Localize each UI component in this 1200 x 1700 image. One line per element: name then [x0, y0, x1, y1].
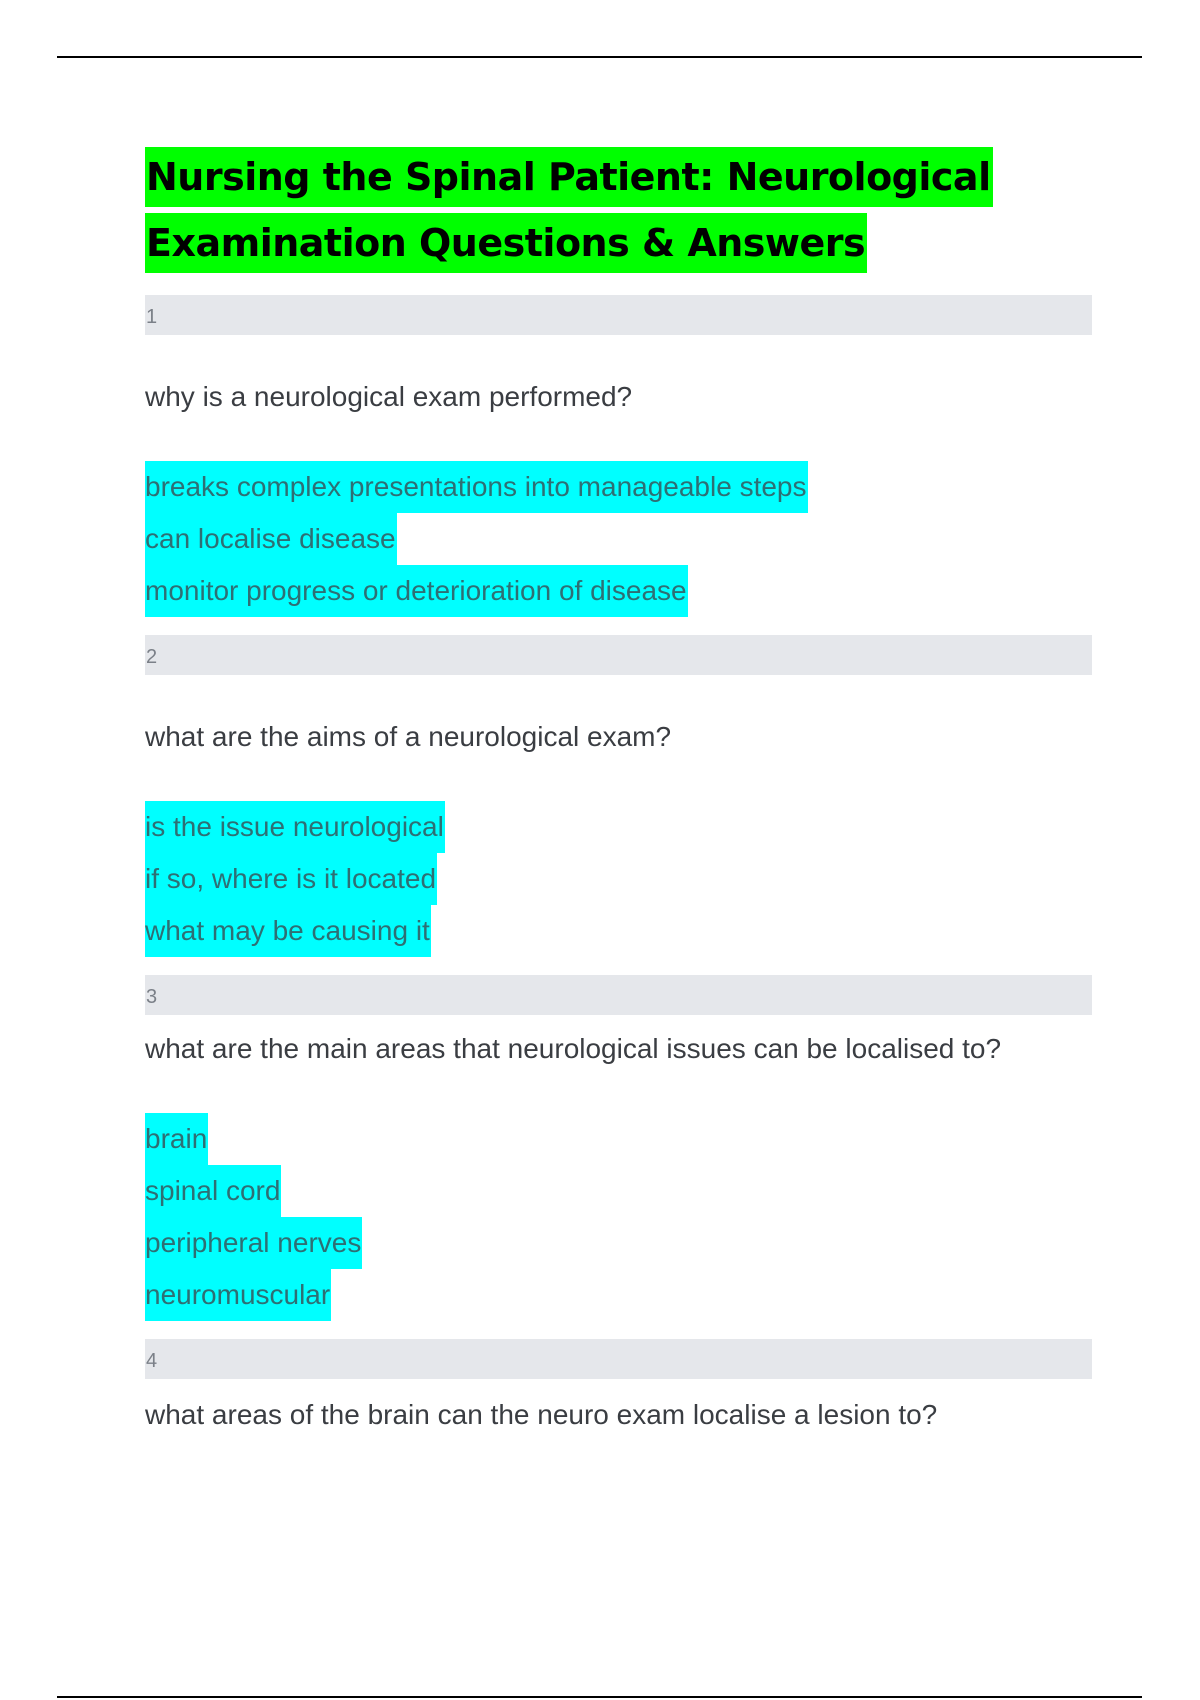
answer-list — [145, 461, 1092, 617]
answer-list — [145, 801, 1092, 957]
document-title — [145, 145, 1092, 277]
item-number-bar: 3 — [145, 975, 1092, 1015]
document-body — [145, 145, 1092, 1433]
answer-item: brain — [145, 1113, 1092, 1165]
answer-item: peripheral nerves — [145, 1217, 1092, 1269]
question-text: what are the main areas that neurological issues can be localised to? — [145, 1033, 1002, 1064]
top-rule — [57, 56, 1142, 58]
title-line-1: Nursing the Spinal Patient: Neurological — [145, 147, 993, 207]
question-text: what areas of the brain can the neuro exam localise a lesion to? — [145, 1399, 938, 1430]
item-number-bar: 4 — [145, 1339, 1092, 1379]
answer-item: neuromuscular — [145, 1269, 1092, 1321]
question-text: what are the aims of a neurological exam? — [145, 721, 672, 752]
answer-item: what may be causing it — [145, 905, 1092, 957]
answer-list — [145, 1113, 1092, 1321]
title-line-2: Examination Questions & Answers — [145, 213, 867, 273]
answer-item: is the issue neurological — [145, 801, 1092, 853]
question-text: why is a neurological exam performed? — [145, 381, 633, 412]
answer-item: breaks complex presentations into manageable steps — [145, 461, 1092, 513]
answer-item: can localise disease — [145, 513, 1092, 565]
bottom-rule — [57, 1696, 1142, 1698]
answer-item: if so, where is it located — [145, 853, 1092, 905]
answer-item: monitor progress or deterioration of disease — [145, 565, 1092, 617]
answer-item: spinal cord — [145, 1165, 1092, 1217]
item-number-bar: 1 — [145, 295, 1092, 335]
item-number-bar: 2 — [145, 635, 1092, 675]
